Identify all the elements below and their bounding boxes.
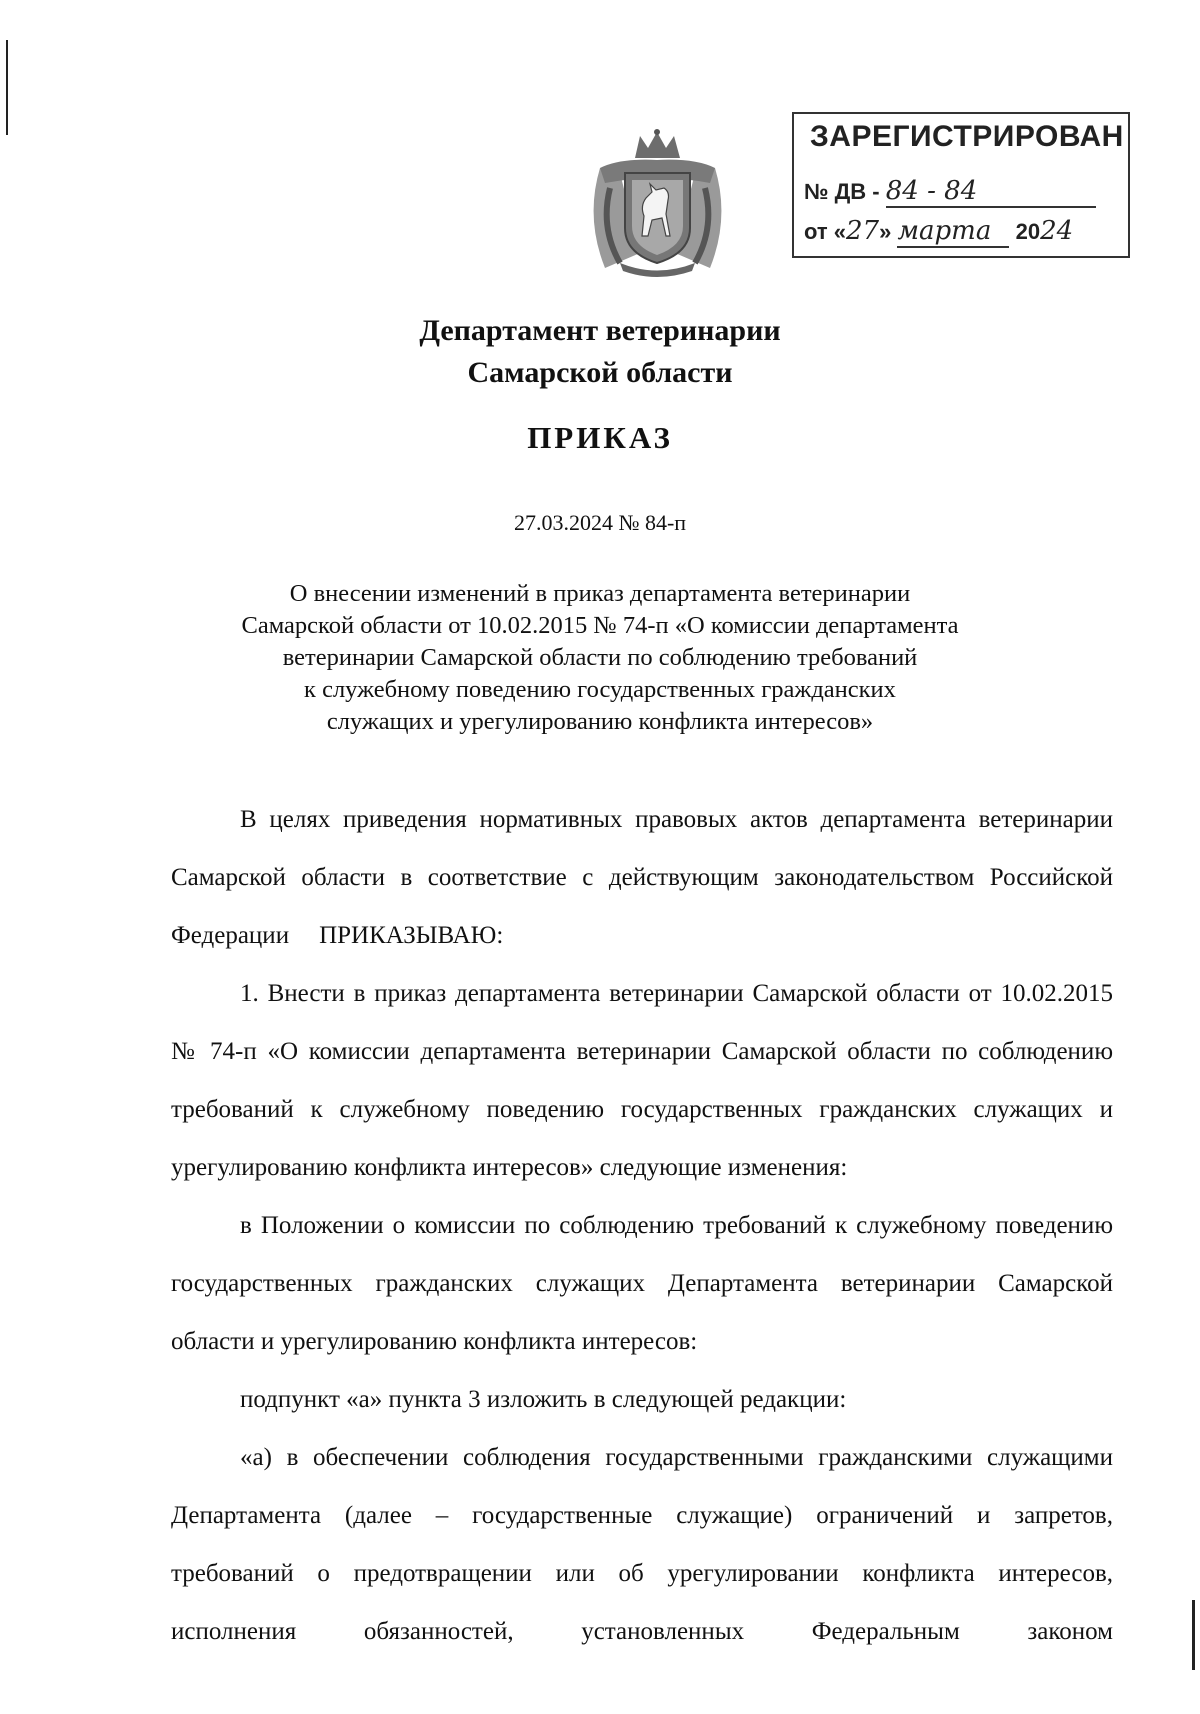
stamp-year-suffix: 24 (1040, 216, 1074, 246)
stamp-date-mid: » (879, 219, 892, 244)
order-word: ПРИКАЗЫВАЮ: (319, 922, 504, 949)
stamp-number-row (804, 176, 1096, 208)
subject-line: О внесении изменений в приказ департамента ветеринарии (289, 580, 911, 607)
body-paragraph-subpoint: подпункт «а» пункта 3 изложить в следующей редакции: (240, 1386, 847, 1413)
registration-stamp (792, 112, 1130, 258)
stamp-number-prefix: № ДВ - (804, 179, 880, 204)
stamp-date-day: 27 (846, 216, 880, 246)
scan-edge-mark (6, 40, 8, 135)
preamble-text: В целях приведения нормативных правовых актов департамента ветеринарии Самарской области в соответствие с действующим законодательством Российской Федерации (171, 806, 1113, 949)
stamp-title: ЗАРЕГИСТРИРОВАН (810, 120, 1124, 153)
body-paragraph-amendment: «а) в обеспечении соблюдения государственными гражданскими служащими Департамента (далее – государственные служащие) ограничений и запретов, требований о предотвращении или об урегулировании конфликта интересов, исполнения обязанностей, установленных Федеральным законом (171, 1444, 1113, 1645)
body-paragraph-item-1: 1. Внести в приказ департамента ветеринарии Самарской области от 10.02.2015 № 74-п «О комиссии департамента ветеринарии Самарской области по соблюдению требований к служебному поведению государственных гражданских служащих и урегулированию конфликта интересов» следующие изменения: (171, 980, 1113, 1181)
stamp-number-field (886, 176, 1096, 208)
stamp-date-prefix: от « (804, 219, 847, 244)
organization-name-line2: Самарской области (467, 356, 733, 389)
organization-name (0, 310, 1200, 394)
body-paragraph-regulation: в Положении о комиссии по соблюдению требований к служебному поведению государственных гражданских служащих Департамента ветеринарии Самарской области и урегулированию конфликта интересов: (171, 1212, 1113, 1355)
body-paragraph-preamble (171, 791, 1113, 965)
subject-line: Самарской области от 10.02.2015 № 74-п «О комиссии департамента (241, 612, 959, 639)
coat-of-arms-emblem (580, 128, 735, 278)
stamp-number-handwritten: 84 - 84 (885, 176, 978, 206)
stamp-date-month: марта (897, 216, 1009, 248)
document-subject (150, 578, 1050, 738)
subject-line: к служебному поведению государственных гражданских (304, 676, 896, 703)
organization-name-line1: Департамент ветеринарии (419, 314, 781, 347)
stamp-date-row (804, 216, 1073, 248)
document-type: ПРИКАЗ (527, 420, 673, 455)
stamp-year-prefix: 20 (1015, 219, 1041, 244)
subject-line: ветеринарии Самарской области по соблюдению требований (282, 644, 918, 671)
scan-edge-mark (1192, 1600, 1195, 1670)
document-body (171, 791, 1113, 1661)
document-date-number: 27.03.2024 № 84-п (513, 510, 687, 535)
subject-line: служащих и урегулированию конфликта интересов» (326, 708, 874, 735)
